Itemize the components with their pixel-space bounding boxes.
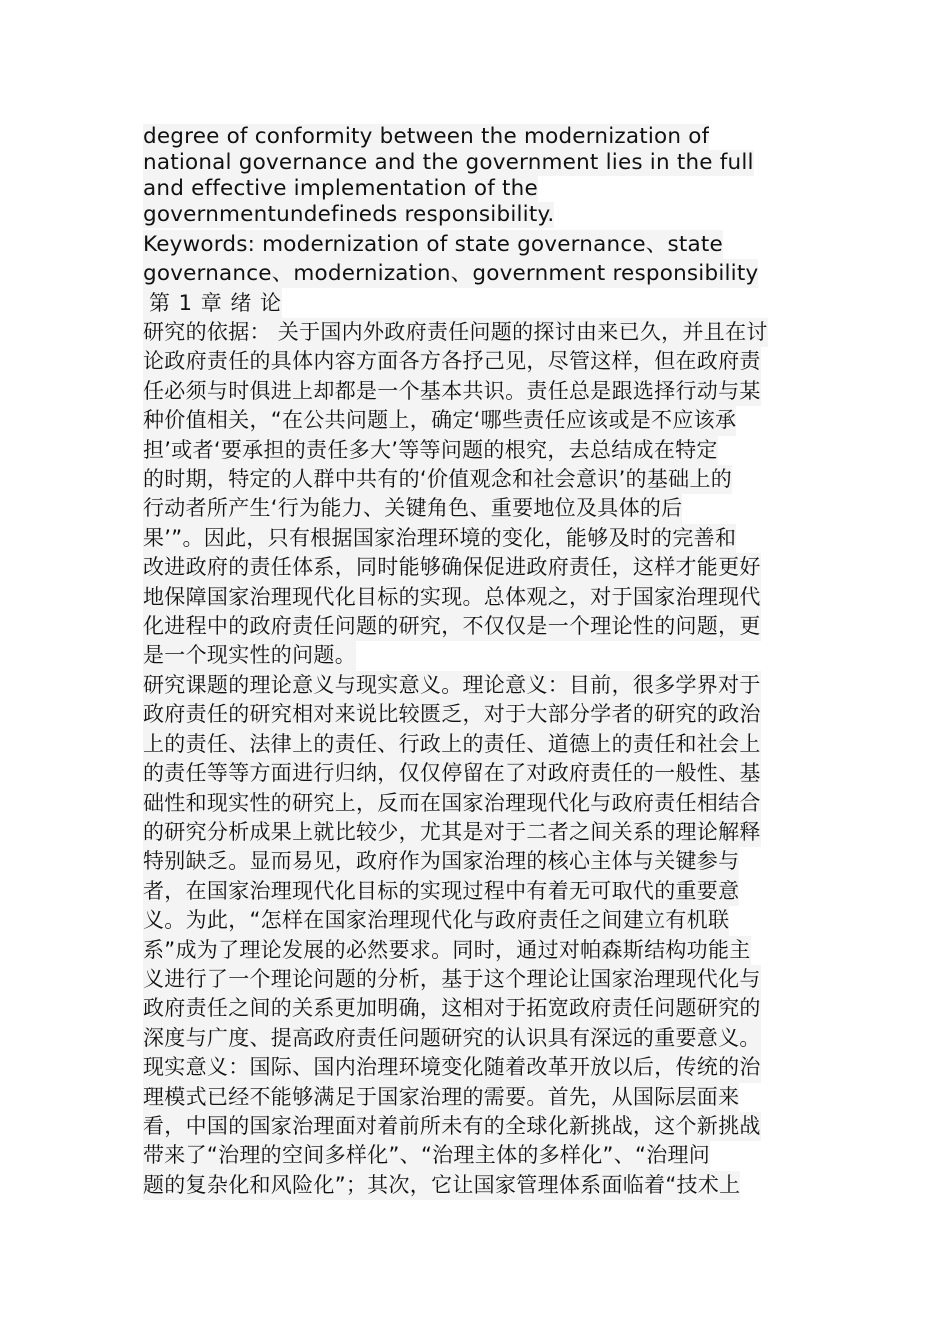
paragraph-line: 义。为此，“怎样在国家治理现代化与政府责任之间建立有机联 [143,906,729,935]
paragraph-line: 果’”。因此，只有根据国家治理环境的变化，能够及时的完善和 [143,524,736,553]
keywords-line: governance、modernization、government responsibility [143,261,759,286]
paragraph-line: 题的复杂化和风险化”；其次，它让国家管理体系面临着“技术上 [143,1171,740,1200]
paragraph-line: 现实意义：国际、国内治理环境变化随着改革开放以后，传统的治 [143,1053,761,1082]
paragraph-line: 看，中国的国家治理面对着前所未有的全球化新挑战，这个新挑战 [143,1112,761,1141]
paragraph-line: 种价值相关，“在公共问题上，确定‘哪些责任应该或是不应该承 [143,406,736,435]
paragraph-line: 地保障国家治理现代化目标的实现。总体观之，对于国家治理现代 [143,583,761,612]
abstract-line: degree of conformity between the modernization of [143,124,710,149]
paragraph-line: 担’或者‘要承担的责任多大’等等问题的根究，去总结成在特定 [143,436,718,465]
paragraph-line: 行动者所产生‘行为能力、关键角色、重要地位及具体的后 [143,494,682,523]
abstract-line: and effective implementation of the [143,176,538,201]
paragraph-line: 是一个现实性的问题。 [143,641,356,670]
abstract-english [143,124,803,228]
paragraph-line: 政府责任的研究相对来说比较匮乏，对于大部分学者的研究的政治 [143,700,761,729]
paragraph-line: 的研究分析成果上就比较少，尤其是对于二者之间关系的理论解释 [143,818,761,847]
paragraph-research-basis [143,318,803,671]
paragraph-line: 改进政府的责任体系，同时能够确保促进政府责任，这样才能更好 [143,553,761,582]
paragraph-line: 理模式已经不能够满足于国家治理的需要。首先，从国际层面来 [143,1083,739,1112]
paragraph-line: 研究课题的理论意义与现实意义。理论意义：目前，很多学界对于 [143,671,761,700]
paragraph-line: 研究的依据： 关于国内外政府责任问题的探讨由来已久，并且在讨 [143,318,768,347]
paragraph-line: 带来了“治理的空间多样化”、“治理主体的多样化”、“治理问 [143,1141,710,1170]
paragraph-line: 的时期，特定的人群中共有的‘价值观念和社会意识’的基础上的 [143,465,732,494]
chapter-heading: 第 1 章 绪 论 [143,288,282,318]
paragraph-practical-significance [143,1053,803,1200]
paragraph-line: 深度与广度、提高政府责任问题研究的认识具有深远的重要意义。 [143,1024,761,1053]
paragraph-line: 政府责任之间的关系更加明确，这相对于拓宽政府责任问题研究的 [143,994,761,1023]
paragraph-line: 化进程中的政府责任问题的研究，不仅仅是一个理论性的问题，更 [143,612,761,641]
keywords [143,230,803,288]
paragraph-line: 特别缺乏。显而易见，政府作为国家治理的核心主体与关键参与 [143,847,739,876]
abstract-line: governmentundefineds responsibility. [143,202,555,227]
paragraph-line: 义进行了一个理论问题的分析，基于这个理论让国家治理现代化与 [143,965,761,994]
paragraph-line: 论政府责任的具体内容方面各方各抒己见，尽管这样，但在政府责 [143,347,761,376]
paragraph-line: 者，在国家治理现代化目标的实现过程中有着无可取代的重要意 [143,877,739,906]
document-page [143,124,803,1200]
paragraph-significance [143,671,803,1053]
paragraph-line: 的责任等等方面进行归纳，仅仅停留在了对政府责任的一般性、基 [143,759,761,788]
paragraph-line: 系”成为了理论发展的必然要求。同时，通过对帕森斯结构功能主 [143,936,751,965]
paragraph-line: 任必须与时俱进上却都是一个基本共识。责任总是跟选择行动与某 [143,377,761,406]
paragraph-line: 上的责任、法律上的责任、行政上的责任、道德上的责任和社会上 [143,730,761,759]
paragraph-line: 础性和现实性的研究上，反而在国家治理现代化与政府责任相结合 [143,789,761,818]
keywords-line: Keywords: modernization of state governance、state [143,232,723,257]
abstract-line: national governance and the government lies in the full [143,150,754,175]
